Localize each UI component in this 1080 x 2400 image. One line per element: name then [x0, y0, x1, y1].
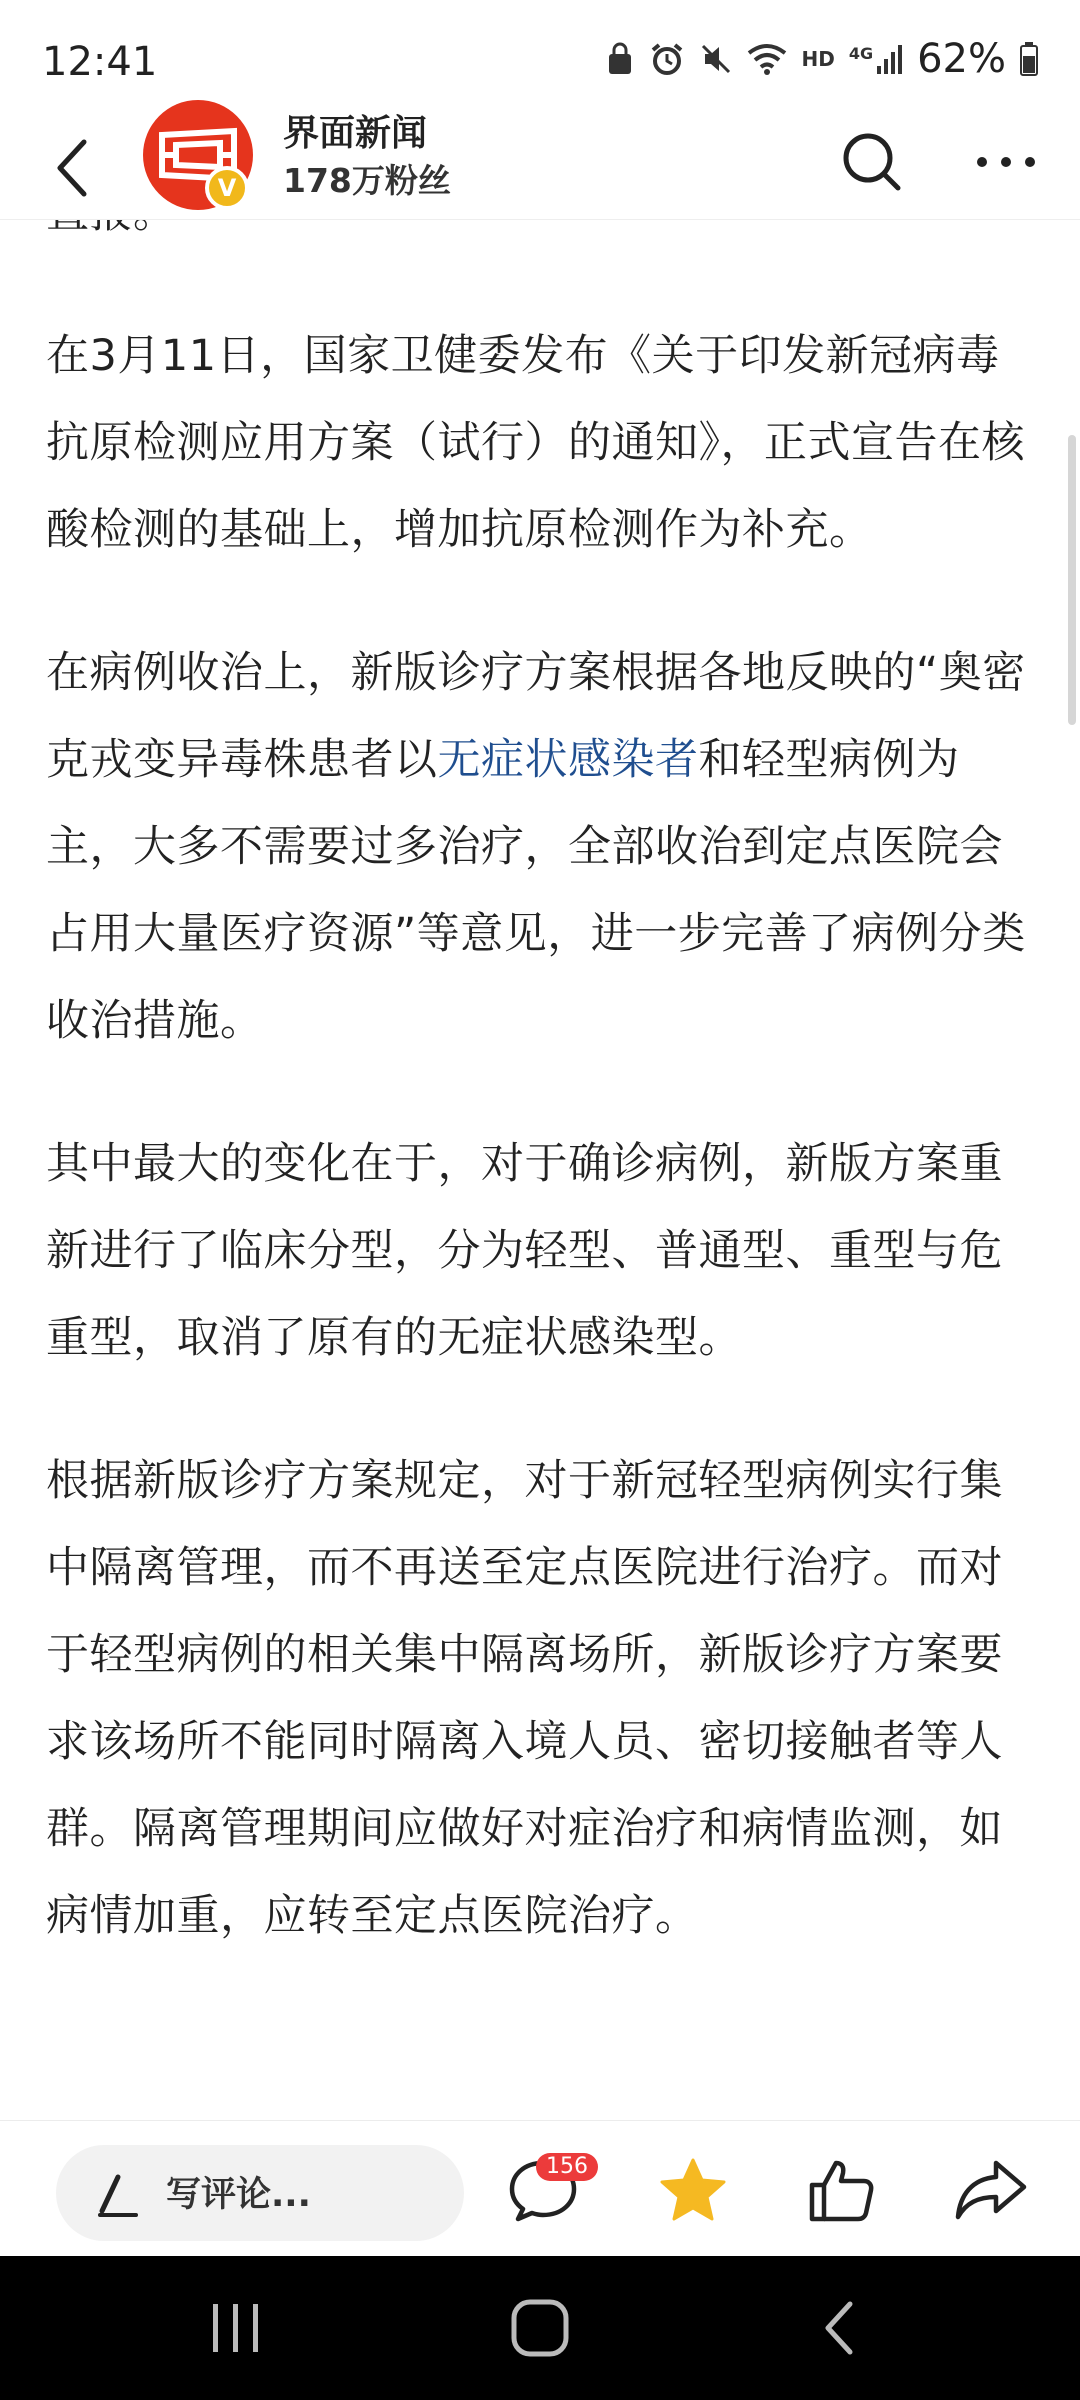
paragraph-2: [46, 630, 1036, 1065]
home-icon: [510, 2298, 570, 2358]
nav-back-button[interactable]: [800, 2292, 880, 2364]
more-dots-icon: [974, 154, 1038, 170]
verified-badge: V: [205, 166, 249, 210]
status-bar: [0, 0, 1080, 118]
cell-signal-icon: [849, 44, 903, 74]
pen-icon: [96, 2169, 140, 2217]
paragraph-2-after: 和轻型病例为主，大多不需要过多治疗，全部收治到定点医院会占用大量医疗资源”等意见，进一步完善了病例分类收治措施。: [46, 735, 1026, 1046]
signal-label: 4G: [848, 44, 874, 63]
status-icons: [605, 36, 1038, 82]
wifi-icon: [747, 43, 787, 75]
more-options-button[interactable]: [966, 126, 1046, 198]
comment-input[interactable]: [56, 2145, 464, 2241]
paragraph-3: 其中最大的变化在于，对于确诊病例，新版方案重新进行了临床分型，分为轻型、普通型、重型与危重型，取消了原有的无症状感染型。: [46, 1139, 1003, 1363]
mute-icon: [699, 42, 733, 76]
paragraph-1: 在3月11日，国家卫健委发布《关于印发新冠病毒抗原检测应用方案（试行）的通知》，正式宣告在核酸检测的基础上，增加抗原检测作为补充。: [46, 331, 1025, 555]
share-button[interactable]: [952, 2151, 1030, 2229]
search-icon: [840, 130, 904, 194]
publisher-info[interactable]: [283, 110, 451, 204]
lock-notification-icon: [605, 42, 635, 76]
comment-placeholder: 写评论...: [166, 2175, 311, 2215]
paragraph-4: 根据新版诊疗方案规定，对于新冠轻型病例实行集中隔离管理，而不再送至定点医院进行治疗。而对于轻型病例的相关集中隔离场所，新版诊疗方案要求该场所不能同时隔离入境人员、密切接触者等人群。隔离管理期间应做好对症治疗和病情监测，如病情加重，应转至定点医院治疗。: [46, 1456, 1003, 1941]
back-button[interactable]: [36, 132, 108, 204]
star-icon: [658, 2157, 728, 2223]
recent-apps-icon: [209, 2302, 263, 2354]
share-arrow-icon: [954, 2157, 1028, 2223]
thumbs-up-icon: [806, 2157, 876, 2223]
article-body[interactable]: [0, 220, 1080, 2120]
favorite-button[interactable]: [654, 2151, 732, 2229]
action-bar: [0, 2120, 1080, 2256]
like-button[interactable]: [802, 2151, 880, 2229]
nav-back-icon: [820, 2300, 860, 2356]
network-label: HD: [801, 47, 835, 71]
battery-percent: 62%: [917, 36, 1006, 82]
back-arrow-icon: [52, 138, 92, 198]
system-nav-bar: [0, 2256, 1080, 2400]
asymptomatic-link[interactable]: 无症状感染者: [437, 735, 699, 785]
publisher-name: 界面新闻: [283, 113, 428, 154]
app-header: [0, 113, 1080, 220]
search-button[interactable]: [836, 126, 908, 198]
alarm-icon: [649, 41, 685, 77]
battery-icon: [1020, 42, 1038, 76]
recent-apps-button[interactable]: [196, 2292, 276, 2364]
home-button[interactable]: [500, 2292, 580, 2364]
paragraph-2-before: 在病例收治上，新版诊疗方案根据各地反映的“奥密克戎变异毒株患者以: [46, 648, 1026, 785]
publisher-fans: 178万粉丝: [283, 161, 451, 200]
article-content: [46, 170, 1036, 2016]
comment-count-badge: 156: [536, 2153, 598, 2181]
status-time: 12:41: [42, 39, 158, 85]
scroll-indicator[interactable]: [1068, 435, 1076, 725]
